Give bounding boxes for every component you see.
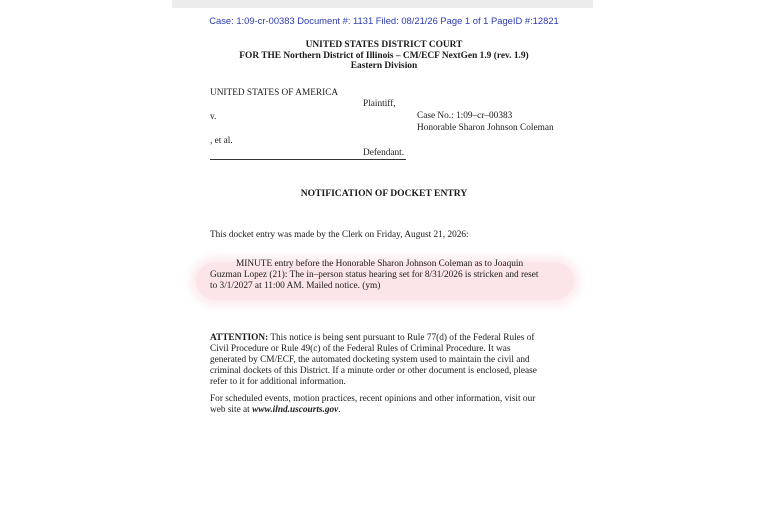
entry-intro: This docket entry was made by the Clerk on Friday, August 21, 2026: [210,230,469,240]
minute-entry-line-2: Guzman Lopez (21): The in–person status hearing set for 8/31/2026 is stricken and reset [210,270,539,280]
footer-period: . [338,405,341,415]
plaintiff-name: UNITED STATES OF AMERICA [210,88,339,98]
attention-label: ATTENTION: [210,333,269,343]
court-district: FOR THE Northern District of Illinois – CM/ECF NextGen 1.9 (rev. 1.9) [239,50,529,61]
footer-website-prefix: web site at [210,405,253,415]
attention-line-2: Civil Procedure or Rule 49(c) of the Federal Rules of Criminal Procedure. It was [210,344,511,354]
assigned-judge: Honorable Sharon Johnson Coleman [417,123,554,133]
attention-line-5: refer to it for additional information. [210,377,346,387]
versus: v. [210,112,217,122]
court-website-link[interactable]: www.ilnd.uscourts.gov [252,405,339,415]
court-division: Eastern Division [350,61,418,72]
case-header-line: Case: 1:09-cr-00383 Document #: 1131 Filed: 08/21/26 Page 1 of 1 PageID #:12821 [209,15,559,26]
attention-line-4: criminal dockets of this District. If a minute order or other document is enclosed, please [210,366,537,376]
notice-title: NOTIFICATION OF DOCKET ENTRY [300,188,468,199]
minute-entry-line-3: to 3/1/2027 at 11:00 AM. Mailed notice. (ym) [210,281,381,291]
attention-line-1 [210,333,535,344]
footer-line-1: For scheduled events, motion practices, recent opinions and other information, visit our [210,394,536,404]
defendant-label: Defendant. [363,148,405,158]
attention-text-1: This notice is being sent pursuant to Rule 77(d) of the Federal Rules of [268,333,535,343]
attention-line-3: generated by CM/ECF, the automated docketing system used to maintain the civil and [210,355,530,365]
court-title: UNITED STATES DISTRICT COURT [305,40,463,50]
plaintiff-label: Plaintiff, [363,99,396,109]
footer-line-2 [210,405,341,416]
minute-entry-line-1: MINUTE entry before the Honorable Sharon Johnson Coleman as to Joaquin [236,259,524,269]
defendant-name: , et al. [210,136,233,146]
court-heading [0,40,768,72]
case-number: Case No.: 1:09–cr–00383 [417,111,513,121]
